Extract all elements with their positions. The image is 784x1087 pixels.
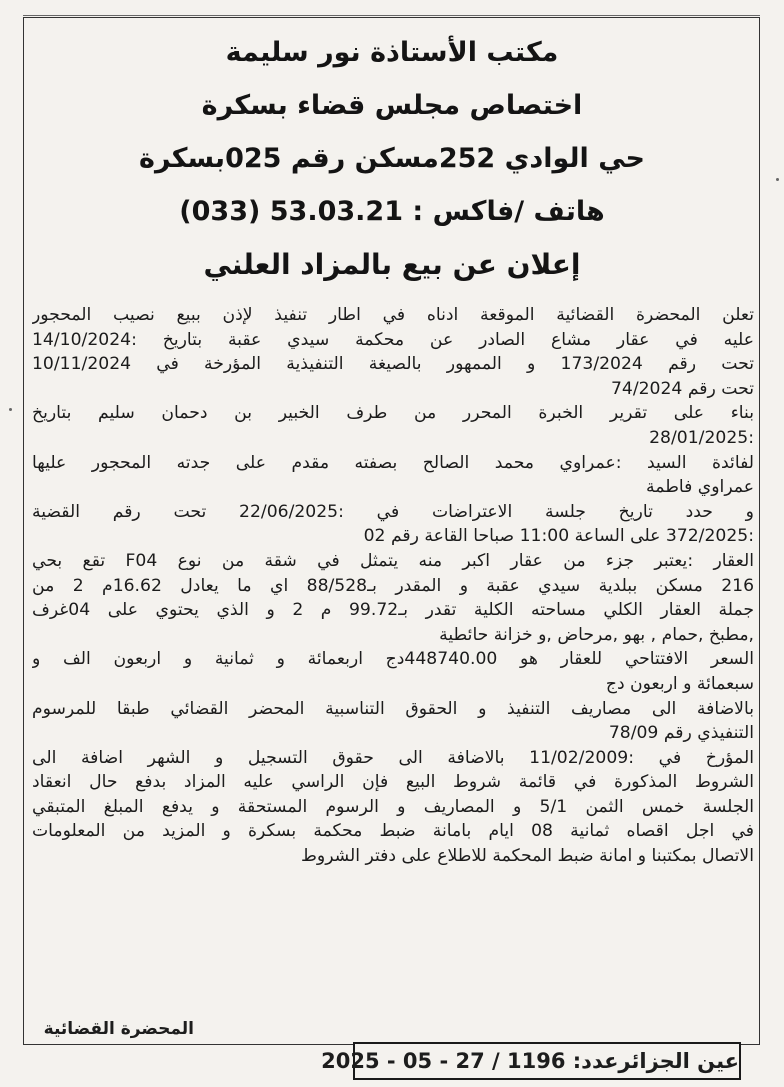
body-line: 216 مسكن ببلدية سيدي عقبة و المقدر بـ88/528 اي ما يعادل 16.62م 2 من xyxy=(32,575,754,596)
phone-line: هاتف /فاكس : 53.03.21 (033) xyxy=(179,196,605,227)
body-line: الاتصال بمكتبنا و امانة ضبط المحكمة للاطلاع على دفتر الشروط xyxy=(301,846,754,867)
body-line: :372/2025 على الساعة 11:00 صباحا القاعة رقم 02 xyxy=(363,526,754,547)
announcement-header xyxy=(30,26,754,291)
body-line: المؤرخ في :11/02/2009 بالاضافة الى حقوق التسجيل و الشهر اضافة الى xyxy=(32,747,754,768)
announcement-title: إعلان عن بيع بالمزاد العلني xyxy=(203,248,581,281)
body-line: تحت رقم 173/2024 و الممهور بالصيغة التنفيذية المؤرخة في 10/11/2024 xyxy=(32,354,754,375)
body-line: بناء على تقرير الخبرة المحرر من طرف الخبير بن دحمان سليم بتاريخ xyxy=(32,403,754,424)
signature-label: المحضرة القضائية xyxy=(43,1019,194,1039)
body-line: جملة العقار الكلي مساحته الكلية تقدر بـ99.72 م 2 و الذي يحتوي على 04غرف xyxy=(32,600,754,621)
speck-mark xyxy=(776,178,779,181)
body-line: بالاضافة الى مصاريف التنفيذ و الحقوق التناسبية المحضر القضائي طبقا للمرسوم xyxy=(32,698,754,719)
body-line: و حدد تاريخ جلسة الاعتراضات في :22/06/2025 تحت رقم القضية xyxy=(32,501,754,522)
body-line: تعلن المحضرة القضائية الموقعة ادناه في اطار تنفيذ لإذن ببيع نصيب المحجور xyxy=(32,305,754,325)
body-line: ,مطبخ ,حمام , بهو ,مرحاض ,و خزانة حائطية xyxy=(439,624,754,645)
body-line: في اجل اقصاه ثمانية 08 ايام بامانة ضبط محكمة بسكرة و المزيد من المعلومات xyxy=(32,821,754,842)
body-line: :28/01/2025 xyxy=(649,427,754,448)
body-line: تحت رقم 74/2024 xyxy=(610,378,754,399)
body-line: السعر الافتتاحي للعقار هو 448740.00دج اربعمائة و ثمانية و اربعون الف و xyxy=(32,649,754,670)
speck-mark xyxy=(9,408,12,411)
address-line: حي الوادي 252مسكن رقم 025بسكرة xyxy=(139,143,645,174)
announcement-body xyxy=(32,303,754,869)
body-line: سبعمائة و اربعون دج xyxy=(605,673,754,694)
body-line: لفائدة السيد :عمراوي محمد الصالح بصفته مقدم على جدته المحجور عليها xyxy=(32,452,754,473)
frame-top-rule xyxy=(23,15,760,16)
office-name: مكتب الأستاذة نور سليمة xyxy=(225,37,559,68)
jurisdiction-line: اختصاص مجلس قضاء بسكرة xyxy=(201,90,583,121)
publication-box: عين الجزائرعدد: 1196 / 27 - 05 - 2025 xyxy=(353,1042,741,1080)
body-line: عليه في عقار مشاع الصادر عن محكمة سيدي عقبة بتاريخ :14/10/2024 xyxy=(32,329,754,350)
body-line: الشروط المذكورة في قائمة شروط البيع فإن الراسي عليه المزاد بدفع حال انعقاد xyxy=(32,772,754,793)
body-line: عمراوي فاطمة xyxy=(646,477,754,498)
body-line: الجلسة خمس الثمن 5/1 و المصاريف و الرسوم المستحقة و يدفع المبلغ المتبقي xyxy=(32,796,754,817)
body-line: التنفيذي رقم 78/09 xyxy=(608,723,754,744)
body-line: العقار :يعتبر جزء من عقار اكبر منه يتمثل في شقة من نوع F04 تقع بحي xyxy=(32,550,754,571)
